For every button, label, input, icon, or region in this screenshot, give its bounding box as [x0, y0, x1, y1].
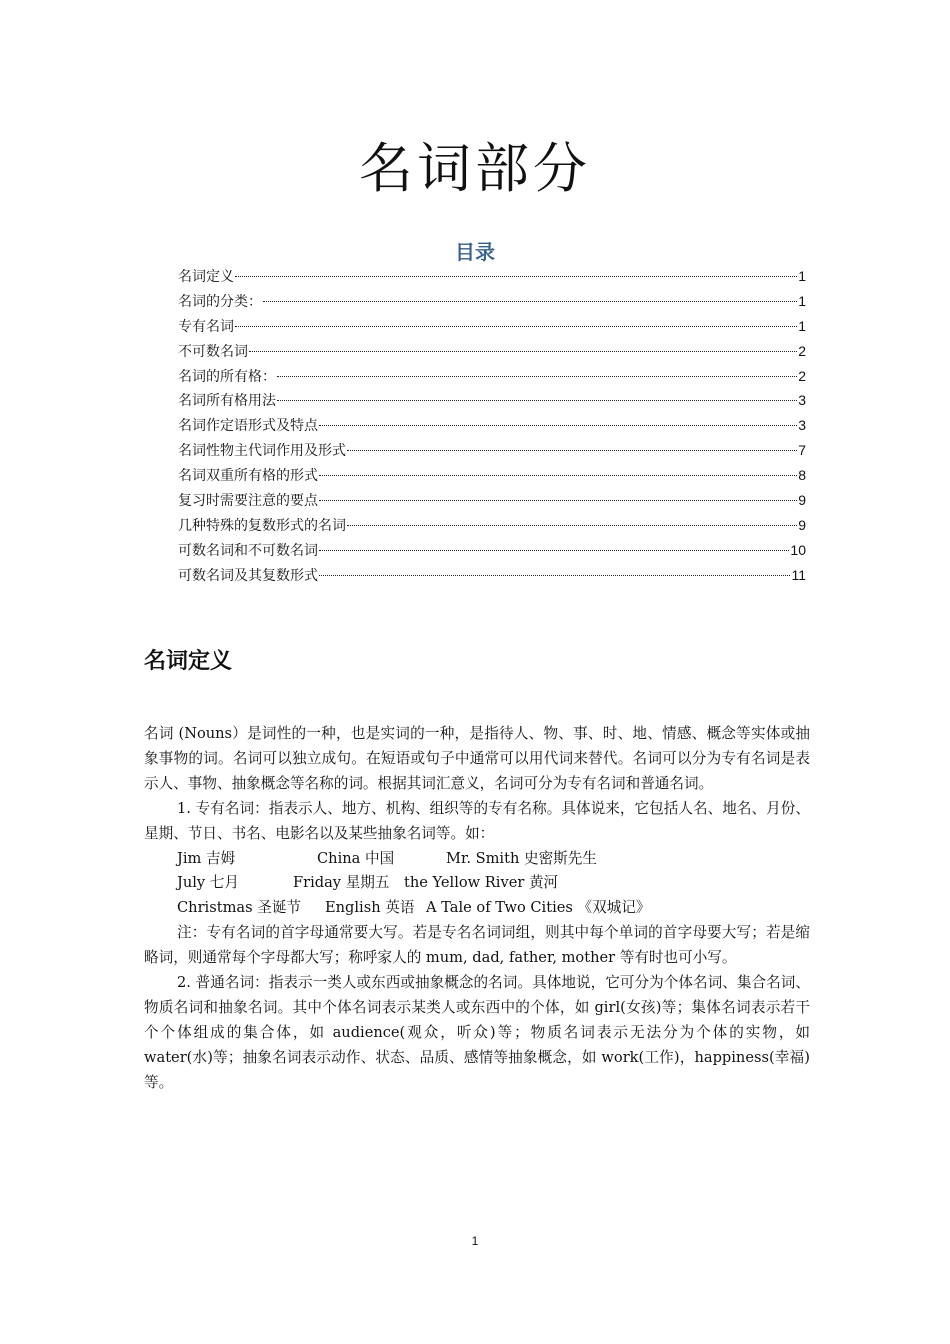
toc-entry[interactable]: 不可数名词 2	[178, 342, 806, 360]
toc-entry[interactable]: 可数名词及其复数形式 11	[178, 566, 806, 584]
section-body	[144, 722, 810, 1096]
toc-entry[interactable]: 可数名词和不可数名词 10	[178, 541, 806, 559]
proper-noun-paragraph: 1. 专有名词：指表示人、地方、机构、组织等的专有名称。具体说来，它包括人名、地名、月份、星期、节日、书名、电影名以及某些抽象名词等。如：	[144, 799, 810, 842]
intro-paragraph: 名词 (Nouns）是词性的一种，也是实词的一种，是指待人、物、事、时、地、情感、概念等实体或抽象事物的词。名词可以独立成句。在短语或句子中通常可以用代词来替代。名词可以分为专有名词是表示人、事物、抽象概念等名称的词。根据其词汇意义，名词可分为专有名词和普通名词。	[144, 725, 810, 792]
toc-entry[interactable]: 名词所有格用法 3	[178, 392, 806, 410]
example-item: English 英语	[325, 899, 415, 917]
toc-heading: 目录	[455, 240, 495, 264]
toc-entry[interactable]: 名词的所有格： 2	[178, 367, 806, 385]
note-paragraph: 注：专有名词的首字母通常要大写。若是专名名词词组，则其中每个单词的首字母要大写；若是缩略词，则通常每个字母都大写；称呼家人的 mum, dad, father, mother 等有时也可小写。	[144, 924, 810, 967]
toc-entry[interactable]: 专有名词 1	[178, 317, 806, 335]
toc-entry[interactable]: 复习时需要注意的要点 9	[178, 492, 806, 510]
example-item: China 中国	[317, 849, 395, 867]
example-item: the Yellow River 黄河	[404, 874, 559, 892]
document-title: 名词部分	[359, 137, 591, 200]
example-item: Jim 吉姆	[177, 849, 236, 867]
example-item: Christmas 圣诞节	[177, 899, 302, 917]
toc-entry[interactable]: 名词作定语形式及特点 3	[178, 417, 806, 435]
toc-entry[interactable]: 几种特殊的复数形式的名词 9	[178, 516, 806, 534]
example-item: Mr. Smith 史密斯先生	[446, 849, 597, 867]
toc-entry[interactable]: 名词定义 1	[178, 268, 806, 285]
example-row	[144, 896, 810, 921]
common-noun-paragraph: 2. 普通名词：指表示一类人或东西或抽象概念的名词。具体地说，它可分为个体名词、集合名词、物质名词和抽象名词。其中个体名词表示某类人或东西中的个体，如 girl(女孩)等；集体名词表示若干个个体组成的集合体，如 audience(观众，听众)等；物质名词表示无法分为个体的实物，如 water(水)等；抽象名词表示动作、状态、品质、感情等抽象概念，如 work(工作)，happiness(幸福)等。	[144, 974, 810, 1091]
page-number: 1	[471, 1234, 479, 1248]
table-of-contents	[178, 264, 806, 588]
example-row	[144, 871, 810, 896]
example-row	[144, 847, 810, 872]
section-heading: 名词定义	[144, 649, 233, 674]
toc-entry[interactable]: 名词性物主代词作用及形式 7	[178, 442, 806, 460]
toc-entry[interactable]: 名词的分类： 1	[178, 292, 806, 310]
example-item: July 七月	[177, 874, 239, 892]
example-item: A Tale of Two Cities 《双城记》	[426, 899, 651, 917]
example-item: Friday 星期五	[293, 874, 390, 892]
toc-entry[interactable]: 名词双重所有格的形式 8	[178, 467, 806, 485]
